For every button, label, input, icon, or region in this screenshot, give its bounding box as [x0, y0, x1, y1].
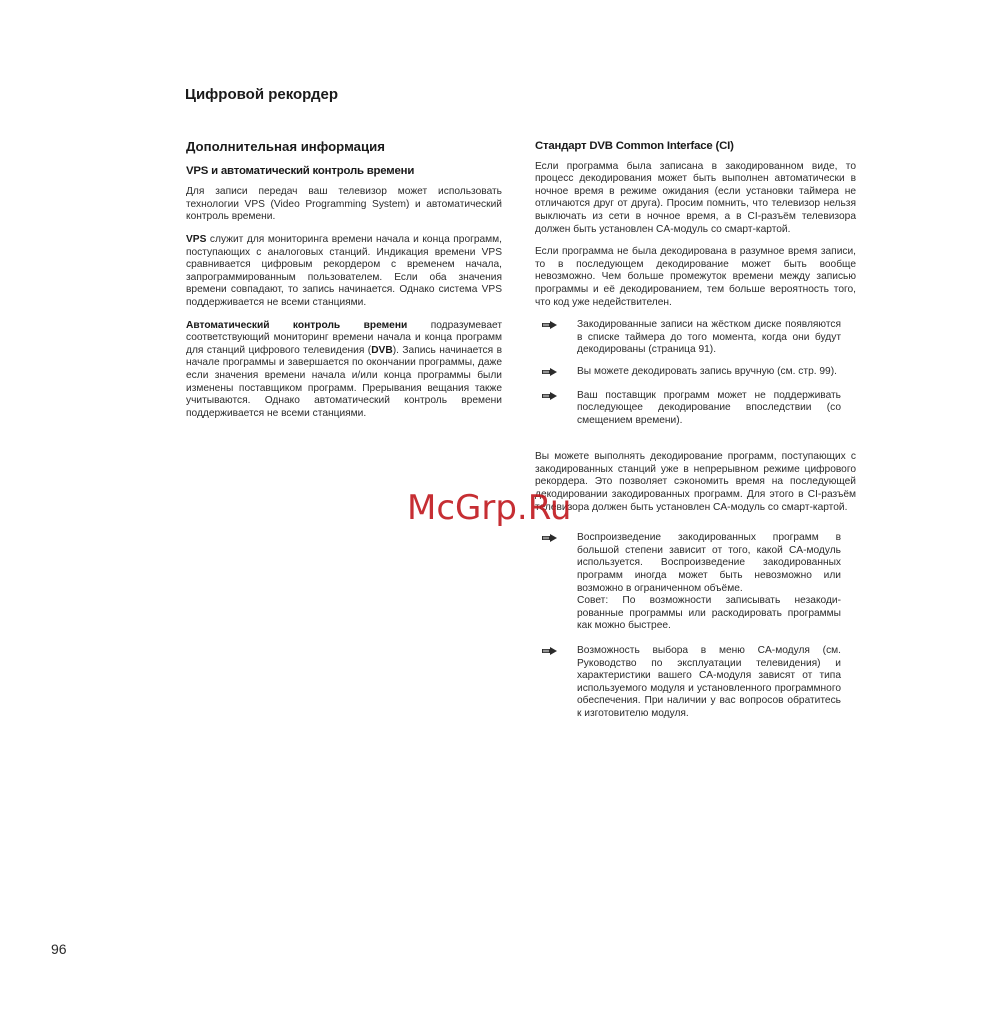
page-number: 96	[51, 941, 67, 957]
hand-pointer-icon	[535, 366, 577, 381]
list-item	[535, 532, 856, 633]
page-header-title: Цифровой рекордер	[185, 86, 338, 103]
list-item-text: Возможность выбора в меню CA-модуля (см. Руководство по эксплуатации телевидения) и характеристики вашего CA-модуля зависят от типа используемого модуля и установленного программного обеспечения. При наличии у вас вопросов обратитесь к изготовителю модуля.	[577, 645, 841, 719]
bullet-list-1	[535, 319, 856, 427]
paragraph-vps-text: служит для мониторинга времени начала и конца программ, поступающих с аналоговых станций. Индикация времени VPS сравнивается цифровым рекордером с временем начала, запрограммированным пользователем. Если оба значения времени совпадают, то запись начинается. Однако система VPS поддерживается не всеми станциями.	[186, 233, 502, 308]
paragraph-auto-time-rest: ). Запись начинается в начале программы и завершается по окончании программы, даже если значения времени начала и/или конца программы были изменены поставщиком программ. Прерывания вещания также учитываются. Однако автоматический контроль времени поддерживается не всеми станциями.	[186, 344, 502, 419]
term-vps: VPS	[186, 233, 207, 245]
section-title: Дополнительная информация	[186, 139, 385, 154]
bullet-list-2	[535, 532, 856, 720]
paragraph-ci-1: Если программа была записана в закодированном виде, то процесс декодирования может быть выполнен автоматически в ночное время в режиме ожидания (если установки таймера не отличаются друг от друга). Просим помнить, что телевизор нельзя выключать из сети в ночное время, а в CI-разъём телевизора должен быть установлен CA-модуль со смарт-картой.	[535, 160, 856, 235]
subsection-title-ci: Стандарт DVB Common Interface (CI)	[535, 140, 734, 152]
hand-pointer-icon	[535, 645, 577, 721]
list-item-text: Закодированные записи на жёстком диске появляются в списке таймера до того момента, когда они будут декодированы (страница 91).	[577, 319, 841, 356]
paragraph-ci-3: Вы можете выполнять декодирование программ, поступающих с закодированных станций уже в непрерывном режиме цифрового рекордера. Это позволяет сэкономить время на последующей декодировании закодированных программ. Для этого в CI-разъём телевизора должен быть установлен CA-модуль со смарт-картой.	[535, 451, 856, 513]
list-item-text: Ваш поставщик программ может не поддерживать последующее декодирование впоследствии (со смещением времени).	[577, 389, 841, 426]
hand-pointer-icon	[535, 319, 577, 357]
list-item	[535, 645, 856, 721]
list-item-text: Вы можете декодировать запись вручную (см. стр. 99).	[577, 365, 837, 377]
list-item-text-main: Воспроизведение закодированных программ в большой степени зависит от того, какой CA-модуль используется. Воспроизведение закодированных программ иногда может быть невозможно или возможно в ограниченном объёме.	[577, 532, 841, 594]
term-dvb: DVB	[371, 344, 393, 356]
watermark: McGrp.Ru	[407, 488, 572, 528]
paragraph-auto-time-text: подразумевает соответствующий мониторинг времени начала и конца программ для станций цифрового телевидения (	[186, 319, 502, 356]
left-column	[186, 141, 502, 430]
list-item-tip: Совет: По возможности записывать незакоди-рованные программы или раскодировать программы как можно быстрее.	[577, 595, 841, 632]
list-item-text	[577, 532, 856, 633]
paragraph-intro: Для записи передач ваш телевизор может использовать технологии VPS (Video Programming System) и автоматический контроль времени.	[186, 186, 502, 223]
paragraph-auto-time	[186, 320, 502, 421]
list-item	[535, 366, 856, 381]
paragraph-vps	[186, 234, 502, 310]
paragraph-ci-2: Если программа не была декодирована в разумное время записи, то в последующем декодирование может быть вообще невозможно. Чем больше промежуток времени между записью программы и её декодированием, тем больше вероятность того, что код уже недействителен.	[535, 246, 856, 308]
right-column	[535, 140, 856, 733]
list-item	[535, 390, 856, 428]
hand-pointer-icon	[535, 390, 577, 428]
subsection-title-vps: VPS и автоматический контроль времени	[186, 164, 415, 177]
hand-pointer-icon	[535, 532, 577, 633]
list-item	[535, 319, 856, 357]
term-auto-time: Автоматический контроль времени	[186, 319, 408, 331]
